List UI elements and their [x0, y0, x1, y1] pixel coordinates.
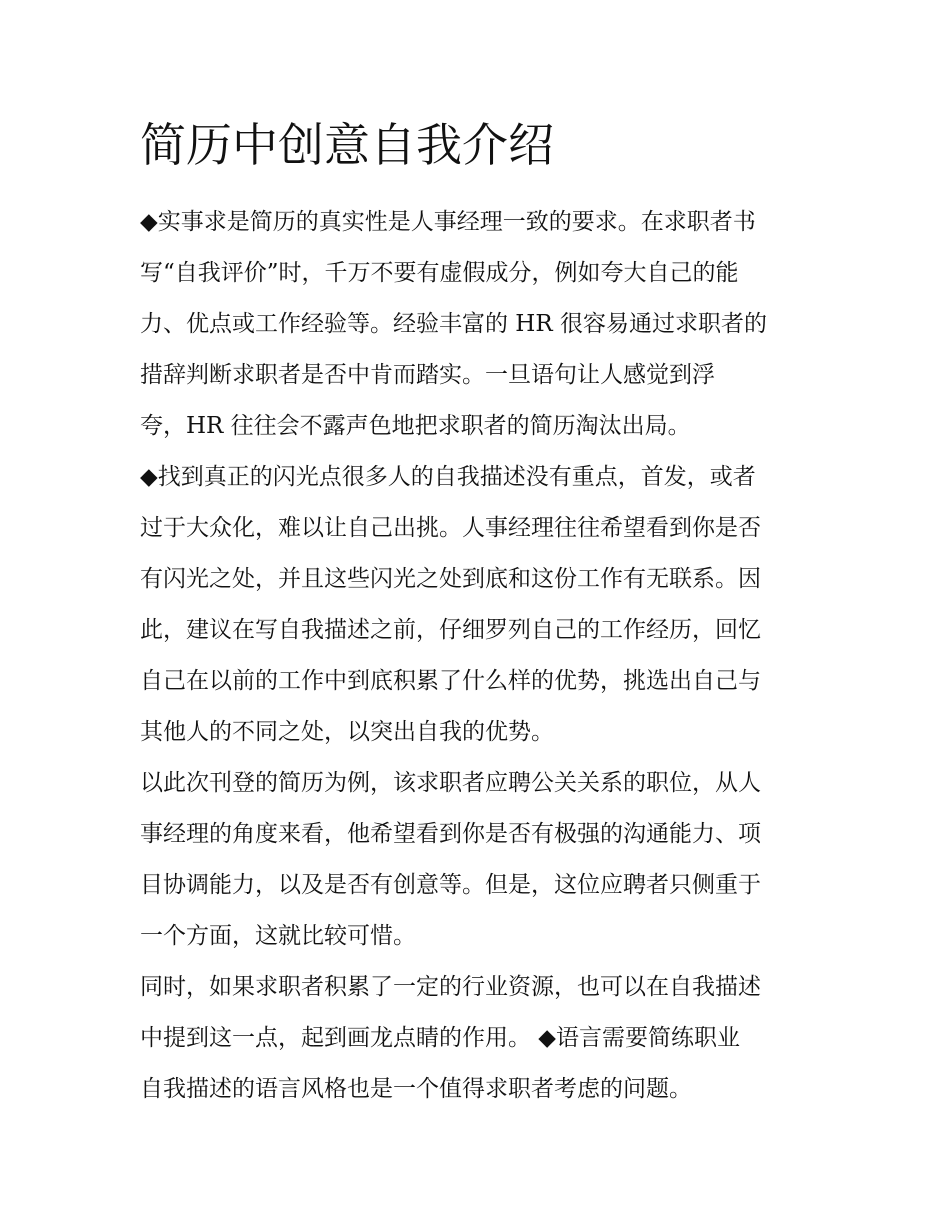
- document-title: 简历中创意自我介绍: [140, 118, 554, 172]
- text-line: 写“自我评价”时，千万不要有虚假成分，例如夸大自己的能: [140, 260, 739, 286]
- text-line: 以此次刊登的简历为例，该求职者应聘公关关系的职位，从人: [140, 770, 761, 796]
- text-line: 其他人的不同之处，以突出自我的优势。: [140, 719, 554, 745]
- text-line: 一个方面，这就比较可惜。: [140, 923, 416, 949]
- text-line: 力、优点或工作经验等。经验丰富的 HR 很容易通过求职者的: [140, 311, 767, 337]
- text-line: 过于大众化，难以让自己出挑。人事经理往往希望看到你是否: [140, 515, 761, 541]
- document-body: [140, 197, 820, 1115]
- text-line: 同时，如果求职者积累了一定的行业资源，也可以在自我描述: [140, 974, 761, 1000]
- text-line: 有闪光之处，并且这些闪光之处到底和这份工作有无联系。因: [140, 566, 761, 592]
- text-line: 事经理的角度来看，他希望看到你是否有极强的沟通能力、项: [140, 821, 761, 847]
- text-line: 中提到这一点，起到画龙点睛的作用。 ◆语言需要简练职业: [140, 1025, 740, 1051]
- text-line: 自我描述的语言风格也是一个值得求职者考虑的问题。: [140, 1076, 692, 1102]
- text-line: 目协调能力，以及是否有创意等。但是，这位应聘者只侧重于: [140, 872, 761, 898]
- text-line: 夸，HR 往往会不露声色地把求职者的简历淘汰出局。: [140, 413, 691, 439]
- text-line: 自己在以前的工作中到底积累了什么样的优势，挑选出自己与: [140, 668, 761, 694]
- text-line: ◆实事求是简历的真实性是人事经理一致的要求。在求职者书: [140, 209, 756, 235]
- text-line: 措辞判断求职者是否中肯而踏实。一旦语句让人感觉到浮: [140, 362, 715, 388]
- text-line: 此，建议在写自我描述之前，仔细罗列自己的工作经历，回忆: [140, 617, 761, 643]
- text-line: ◆找到真正的闪光点很多人的自我描述没有重点，首发，或者: [140, 464, 756, 490]
